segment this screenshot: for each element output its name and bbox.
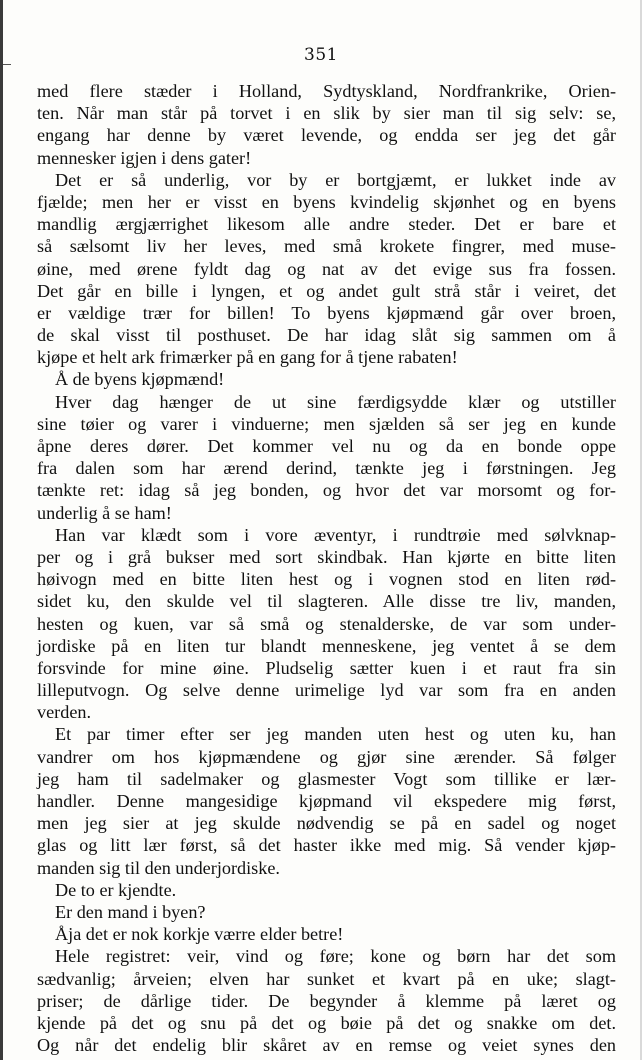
text-line: kjende på det og snu på det og bøie på det og snakke om det.	[37, 1012, 616, 1033]
text-line: Han var klædt som i vore æventyr, i rundtrøie med sølvknap-	[55, 524, 616, 545]
page-left-edge	[0, 0, 3, 1060]
text-line: Hver dag hænger de ut sine færdigsydde klær og utstiller	[55, 391, 616, 412]
text-line: er vældige trær for billen! To byens kjøpmænd går over broen,	[37, 302, 616, 323]
text-line: Det er så underlig, vor by er bortgjæmt, er lukket inde av	[55, 169, 616, 190]
text-line: så sælsomt liv her leves, med små krokete fingrer, med muse-	[37, 236, 616, 257]
text-line: med flere stæder i Holland, Sydtyskland, Nordfrankrike, Orien-	[37, 81, 616, 101]
text-line: de skal visst til posthuset. De har idag slåt sig sammen om å	[37, 325, 616, 346]
text-line: sidet ku, den skulde vel til slagteren. Alle disse tre liv, manden,	[37, 591, 616, 612]
text-line: glas og litt lær først, så det haster ikke med mig. Så vender kjøp-	[37, 835, 616, 856]
text-line: Det går en bille i lyngen, et og andet gult strå står i veiret, det	[37, 280, 616, 301]
text-line: ten. Når man står på torvet i en slik by sier man til sig selv: se,	[37, 103, 616, 124]
text-line: manden sig til den underjordiske.	[37, 857, 280, 878]
text-line: handler. Denne mangesidige kjøpmand vil ekspedere mig først,	[37, 791, 616, 811]
text-line: åpne deres dører. Det kommer vel nu og da en bonde oppe	[37, 436, 616, 456]
text-line: mandlig ærgjærrighet likesom alle andre steder. Det er bare et	[37, 214, 616, 235]
text-line: Hele registret: veir, vind og føre; kone og børn har det som	[55, 946, 616, 967]
text-line: høivogn med en bitte liten hest og i vognen stod en liten rød-	[37, 569, 616, 590]
text-line: hesten og kuen, var så små og stenalderske, de var som under-	[37, 613, 616, 634]
text-line: mennesker igjen i dens gater!	[37, 147, 252, 168]
text-line: sædvanlig; årveien; elven har sunket et kvart på en uke; slagt-	[37, 968, 616, 989]
text-line: Er den mand i byen?	[55, 901, 206, 922]
text-line: sine tøier og varer i vinduerne; men sjælden så ser jeg en kunde	[37, 413, 616, 434]
body-text	[37, 80, 616, 1056]
text-line: per og i grå bukser med sort skindbak. Han kjørte en bitte liten	[37, 546, 616, 567]
text-line: jordiske på en liten tur blandt menneskene, jeg ventet å se dem	[37, 635, 616, 656]
text-line: tænkte ret: idag så jeg bonden, og hvor det var morsomt og for-	[37, 480, 616, 501]
text-line: øine, med ørene fyldt dag og nat av det evige sus fra fossen.	[37, 258, 616, 279]
page-number: 351	[304, 45, 338, 65]
text-line: fjælde; men her er visst en byens kvindelig skjønhet og en byens	[37, 191, 616, 212]
text-line: lilleputvogn. Og selve denne urimelige lyd var som fra en anden	[37, 680, 616, 701]
text-line: jeg ham til sadelmaker og glasmester Vogt som tillike er lær-	[37, 768, 616, 789]
text-line: underlig å se ham!	[37, 502, 172, 523]
text-line: Og når det endelig blir skåret av en remse og veiet synes den	[37, 1035, 616, 1056]
text-line: Å de byens kjøpmænd!	[55, 369, 225, 390]
text-line: men jeg sier at jeg skulde nødvendig se på en sadel og noget	[37, 813, 616, 834]
text-line: priser; de dårlige tider. De begynder å klemme på læret og	[37, 990, 616, 1011]
text-line: engang har denne by været levende, og endda ser jeg det går	[37, 125, 616, 146]
text-line: Åja det er nok korkje værre elder betre!	[55, 924, 344, 945]
text-line: De to er kjendte.	[55, 879, 177, 900]
text-line: forsvinde for mine øine. Pludselig sætter kuen i et raut fra sin	[37, 657, 616, 678]
text-line: verden.	[37, 702, 92, 723]
text-line: vandrer om hos kjøpmændene og gjør sine ærender. Så følger	[37, 746, 616, 767]
text-line: fra dalen som har ærend derind, tænkte jeg i førstningen. Jeg	[37, 458, 616, 479]
text-line: kjøpe et helt ark frimærker på en gang for å tjene rabaten!	[37, 347, 458, 368]
text-line: Et par timer efter ser jeg manden uten hest og uten ku, han	[55, 724, 616, 745]
